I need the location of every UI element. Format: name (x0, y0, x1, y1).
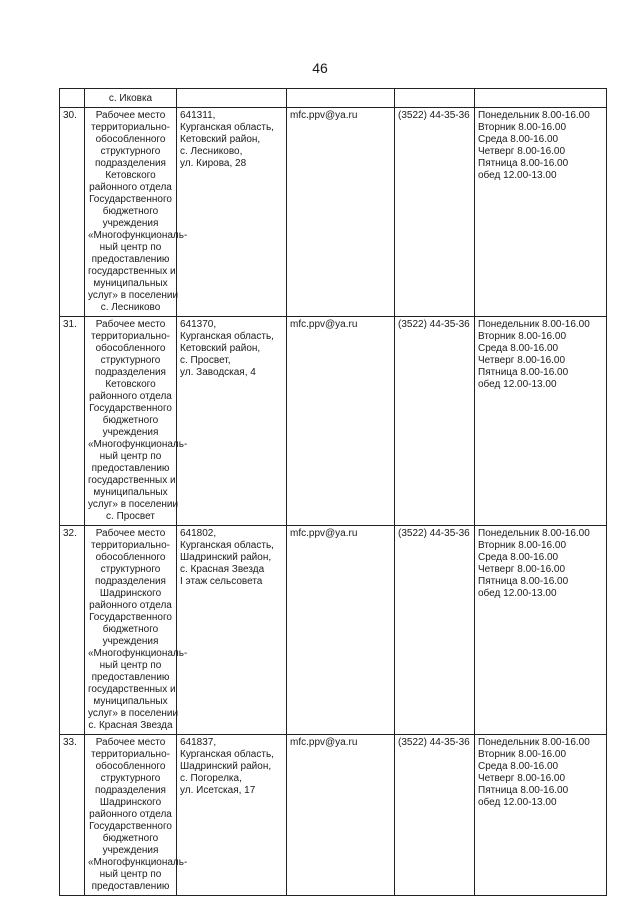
cell-hours (475, 317, 607, 526)
email-text: mfc.ppv@ya.ru (290, 737, 358, 748)
page-number: 46 (312, 60, 328, 76)
row-number: 30. (63, 110, 77, 121)
hours-line: Пятница 8.00-16.00 (478, 158, 569, 169)
cell-name (85, 317, 188, 526)
address-line: ул. Заводская, 4 (180, 367, 256, 378)
name-line: предоставлению (91, 672, 170, 683)
hours-line: Среда 8.00-16.00 (478, 343, 559, 354)
name-line: Государственного (89, 612, 172, 623)
address-line: с. Просвет, (180, 355, 231, 366)
name-line: учреждения (102, 636, 159, 647)
hours-line: Понедельник 8.00-16.00 (478, 319, 590, 330)
name-line: районного отдела (89, 809, 172, 820)
cell-hours (475, 108, 607, 317)
name-line: обособленного (95, 343, 166, 354)
name-line: услуг» в поселении (88, 499, 179, 510)
name-line: муниципальных (93, 487, 168, 498)
name-line: обособленного (95, 552, 166, 563)
address-line: 641311, (180, 110, 216, 121)
office-row (60, 526, 607, 735)
address-line: 641837, (180, 737, 217, 748)
cell-name (85, 89, 177, 108)
address-line: ул. Кирова, 28 (180, 158, 247, 169)
cell-name (85, 108, 188, 317)
cell-address (177, 735, 287, 896)
name-line: муниципальных (93, 696, 168, 707)
cell-number (60, 317, 85, 526)
name-line: бюджетного (102, 833, 159, 844)
name-line: с. Красная Звезда (88, 720, 173, 731)
hours-line: Среда 8.00-16.00 (478, 134, 559, 145)
row-number: 32. (63, 528, 77, 539)
name-line: с. Просвет (106, 511, 155, 522)
cell-phone (395, 89, 475, 108)
name-tail: с. Иковка (108, 93, 153, 104)
address-line: Курганская область, (180, 749, 274, 760)
hours-line: Понедельник 8.00-16.00 (478, 737, 590, 748)
name-line: Шадринского (99, 588, 162, 599)
name-line: структурного (100, 146, 161, 157)
email-text: mfc.ppv@ya.ru (290, 110, 358, 121)
hours-line: Вторник 8.00-16.00 (478, 540, 567, 551)
name-line: Рабочее место (95, 110, 166, 121)
address-line: с. Красная Звезда (180, 564, 265, 575)
name-line: ный центр по (99, 451, 162, 462)
name-line: Кетовского (105, 379, 156, 390)
hours-line: Среда 8.00-16.00 (478, 761, 559, 772)
name-line: «Многофункциональ- (88, 648, 188, 659)
cell-address (177, 108, 287, 317)
row-number: 31. (63, 319, 77, 330)
cell-address (177, 526, 287, 735)
office-row (60, 317, 607, 526)
hours-line: Четверг 8.00-16.00 (478, 773, 566, 784)
name-line: подразделения (95, 367, 166, 378)
name-line: обособленного (95, 134, 166, 145)
cell-address (177, 317, 287, 526)
hours-line: Понедельник 8.00-16.00 (478, 110, 590, 121)
name-line: подразделения (95, 158, 166, 169)
name-line: структурного (100, 355, 161, 366)
cell-number (60, 526, 85, 735)
cell-number (60, 89, 85, 108)
cell-number (60, 735, 85, 896)
address-line: I этаж сельсовета (180, 576, 263, 587)
name-line: учреждения (102, 845, 159, 856)
hours-line: Вторник 8.00-16.00 (478, 749, 567, 760)
hours-line: Пятница 8.00-16.00 (478, 367, 569, 378)
name-line: структурного (100, 564, 161, 575)
name-line: предоставлению (91, 881, 170, 892)
name-line: территориально- (91, 749, 170, 760)
cell-email (287, 526, 395, 735)
cell-name (85, 735, 188, 896)
address-line: с. Погорелка, (180, 773, 242, 784)
name-line: Государственного (89, 194, 172, 205)
hours-line: Вторник 8.00-16.00 (478, 122, 567, 133)
name-line: ный центр по (99, 660, 162, 671)
email-text: mfc.ppv@ya.ru (290, 528, 358, 539)
name-line: обособленного (95, 761, 166, 772)
hours-line: Среда 8.00-16.00 (478, 552, 559, 563)
phone-text: (3522) 44-35-36 (398, 528, 470, 539)
cell-email (287, 317, 395, 526)
name-line: Рабочее место (95, 737, 166, 748)
name-line: с. Лесниково (100, 302, 161, 313)
address-line: с. Лесниково, (180, 146, 243, 157)
name-line: ный центр по (99, 869, 162, 880)
name-line: подразделения (95, 785, 166, 796)
hours-line: обед 12.00-13.00 (478, 379, 557, 390)
name-line: предоставлению (91, 463, 170, 474)
mfc-offices-table (59, 88, 607, 896)
name-line: «Многофункциональ- (88, 230, 188, 241)
cell-email (287, 108, 395, 317)
office-rows (60, 108, 607, 896)
name-line: Шадринского (99, 797, 162, 808)
name-line: районного отдела (89, 182, 172, 193)
name-line: государственных и (88, 475, 176, 486)
address-line: Шадринский район, (180, 552, 272, 563)
name-line: ный центр по (99, 242, 162, 253)
name-line: учреждения (102, 218, 159, 229)
cell-hours (475, 526, 607, 735)
continuation-row (60, 89, 607, 108)
hours-line: Вторник 8.00-16.00 (478, 331, 567, 342)
hours-line: Понедельник 8.00-16.00 (478, 528, 590, 539)
name-line: государственных и (88, 266, 176, 277)
cell-email (287, 89, 395, 108)
hours-line: Четверг 8.00-16.00 (478, 146, 566, 157)
phone-text: (3522) 44-35-36 (398, 319, 470, 330)
hours-line: обед 12.00-13.00 (478, 588, 557, 599)
phone-text: (3522) 44-35-36 (398, 110, 470, 121)
hours-line: Четверг 8.00-16.00 (478, 355, 566, 366)
cell-hours (475, 89, 607, 108)
mfc-offices-table-wrapper (59, 88, 606, 896)
name-line: районного отдела (89, 391, 172, 402)
hours-line: Пятница 8.00-16.00 (478, 576, 569, 587)
name-line: государственных и (88, 684, 176, 695)
phone-text: (3522) 44-35-36 (398, 737, 470, 748)
address-line: Кетовский район, (180, 134, 261, 145)
name-line: Государственного (89, 821, 172, 832)
hours-line: обед 12.00-13.00 (478, 170, 557, 181)
address-line: 641802, (180, 528, 217, 539)
address-line: Курганская область, (180, 540, 274, 551)
name-line: услуг» в поселении (88, 290, 179, 301)
cell-phone (395, 526, 475, 735)
address-line: Кетовский район, (180, 343, 261, 354)
address-line: ул. Исетская, 17 (180, 785, 256, 796)
name-line: Рабочее место (95, 319, 166, 330)
name-line: территориально- (91, 331, 170, 342)
email-text: mfc.ppv@ya.ru (290, 319, 358, 330)
cell-address (177, 89, 287, 108)
cell-hours (475, 735, 607, 896)
name-line: учреждения (102, 427, 159, 438)
hours-line: Пятница 8.00-16.00 (478, 785, 569, 796)
row-number: 33. (63, 737, 77, 748)
name-line: муниципальных (93, 278, 168, 289)
cell-phone (395, 735, 475, 896)
cell-email (287, 735, 395, 896)
name-line: Государственного (89, 403, 172, 414)
name-line: бюджетного (102, 624, 159, 635)
name-line: «Многофункциональ- (88, 439, 188, 450)
cell-phone (395, 108, 475, 317)
address-line: 641370, (180, 319, 217, 330)
name-line: «Многофункциональ- (88, 857, 188, 868)
name-line: территориально- (91, 122, 170, 133)
name-line: подразделения (95, 576, 166, 587)
hours-line: Четверг 8.00-16.00 (478, 564, 566, 575)
address-line: Курганская область, (180, 331, 274, 342)
name-line: бюджетного (102, 206, 159, 217)
name-line: бюджетного (102, 415, 159, 426)
office-row (60, 735, 607, 896)
name-line: Рабочее место (95, 528, 166, 539)
name-line: территориально- (91, 540, 170, 551)
hours-line: обед 12.00-13.00 (478, 797, 557, 808)
name-line: предоставлению (91, 254, 170, 265)
name-line: услуг» в поселении (88, 708, 179, 719)
office-row (60, 108, 607, 317)
address-line: Курганская область, (180, 122, 274, 133)
cell-name (85, 526, 188, 735)
name-line: районного отдела (89, 600, 172, 611)
name-line: структурного (100, 773, 161, 784)
cell-phone (395, 317, 475, 526)
cell-number (60, 108, 85, 317)
name-line: Кетовского (105, 170, 156, 181)
address-line: Шадринский район, (180, 761, 272, 772)
